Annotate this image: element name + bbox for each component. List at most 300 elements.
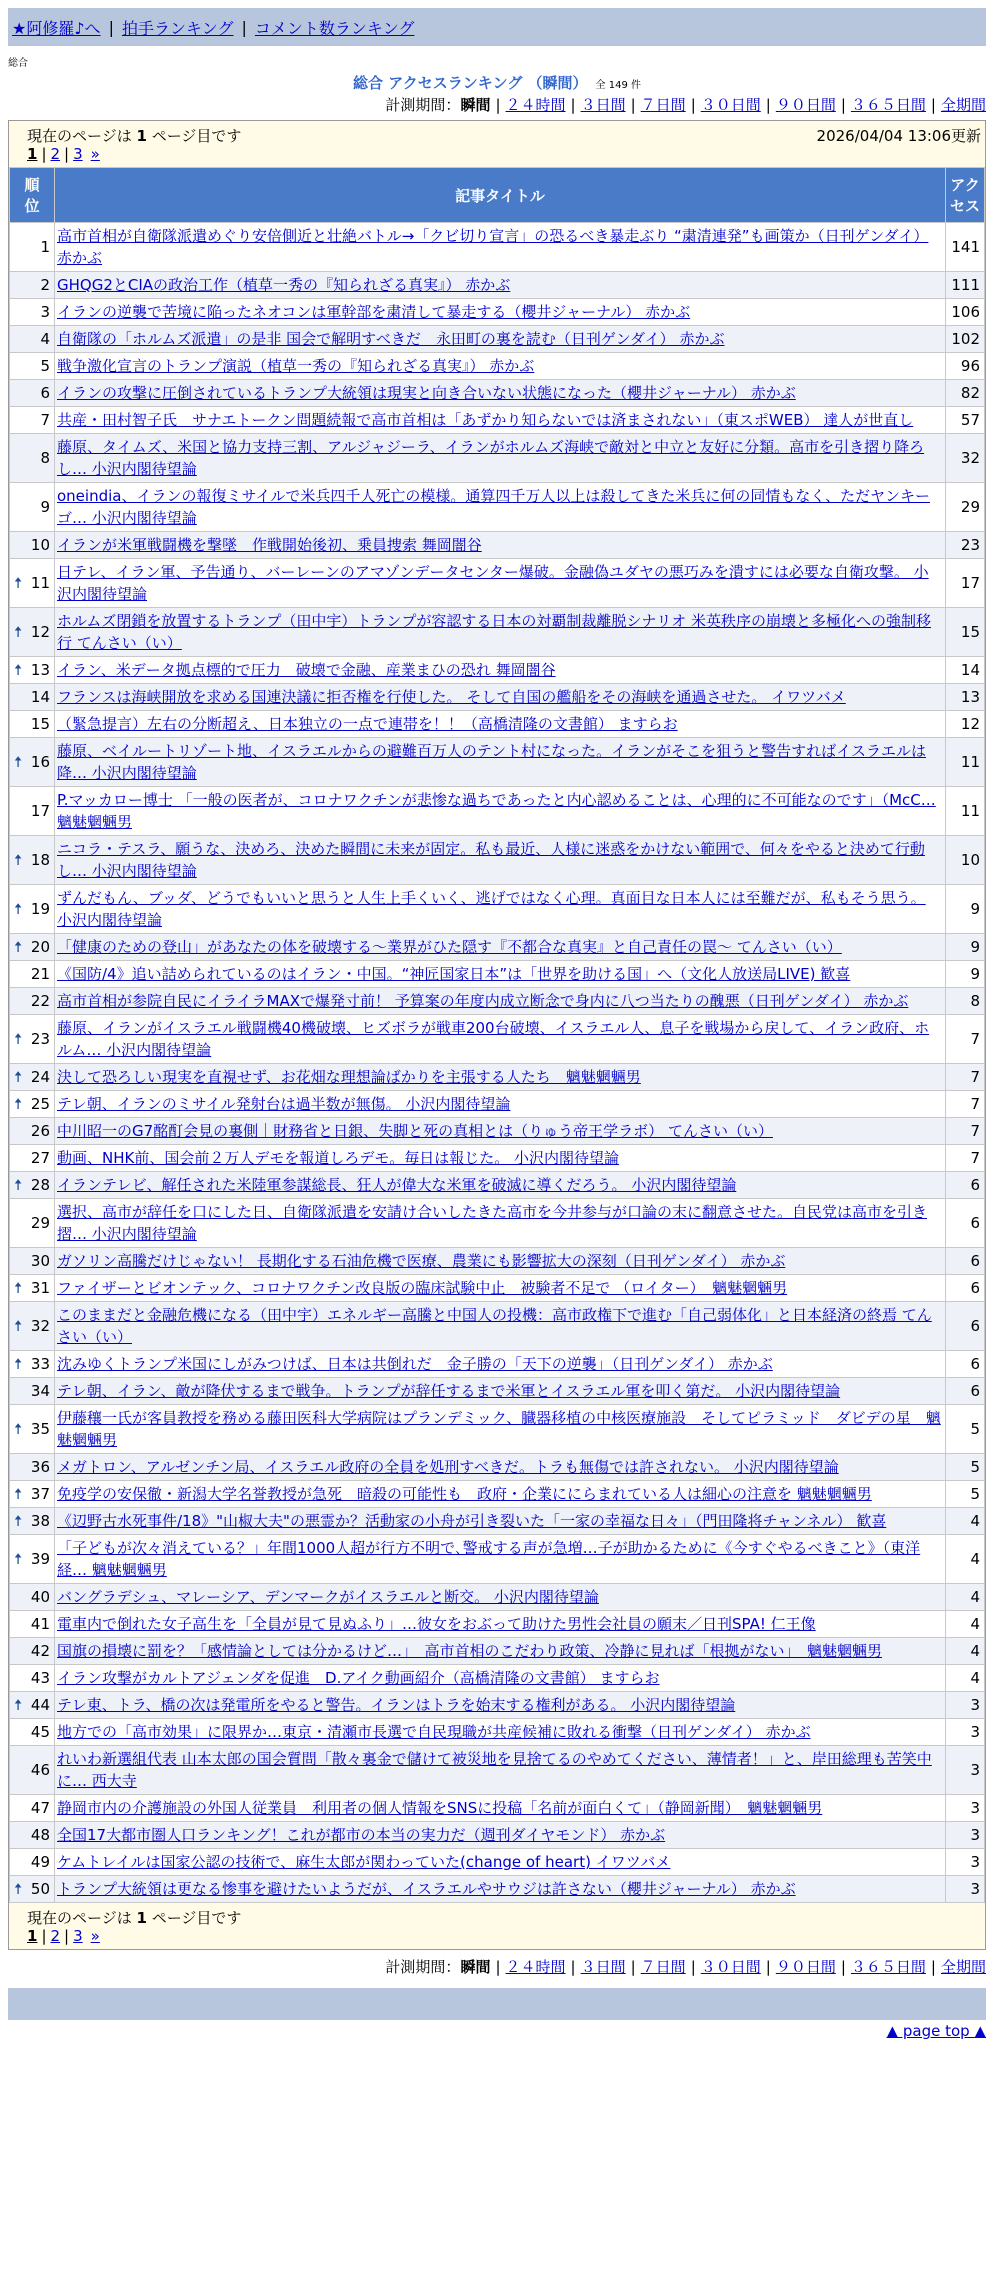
access-count: 11 [946,787,985,836]
rank-up-arrow-icon: 🠅 [14,1317,23,1335]
table-row [10,1351,985,1378]
article-link[interactable]: 決して恐ろしい現実を直視せず、お花畑な理想論ばかりを主張する人たち 魑魅魍魎男 [57,1068,641,1086]
page-next-link[interactable]: » [90,145,100,163]
access-count: 102 [946,326,985,353]
title-cell [55,1351,946,1378]
nav-link-comment-ranking[interactable]: コメント数ランキング [254,18,415,38]
table-row [10,532,985,559]
period-separator: | [765,96,771,114]
title-cell [55,272,946,299]
access-count: 7 [946,1015,985,1064]
pager-top [9,121,985,167]
table-row [10,272,985,299]
table-row [10,483,985,532]
rank-number: 31 [30,1279,50,1297]
table-row [10,1199,985,1248]
period-link-2[interactable]: ７日間 [640,1958,686,1976]
table-row [10,1746,985,1795]
period-selector-top [8,94,986,116]
rank-up-arrow-icon: 🠅 [14,851,23,869]
period-current: 瞬間 [460,1958,491,1976]
rank-number: 28 [30,1176,50,1194]
page-title-text: 総合 アクセスランキング （瞬間） [353,74,588,92]
page-link-2[interactable]: 2 [50,1927,61,1945]
title-cell [55,684,946,711]
rank-number: 32 [30,1317,50,1335]
rank-number: 14 [30,688,50,706]
page-link-3[interactable]: 3 [73,1927,83,1945]
page-current: 1 [27,1927,38,1945]
table-row [10,1405,985,1454]
rank-cell [10,1822,55,1849]
period-link-0[interactable]: ２４時間 [505,96,566,114]
period-label: 計測期間： [385,1958,461,1976]
article-link[interactable]: ガソリン高騰だけじゃない！ 長期化する石油危機で医療、農業にも影響拡大の深刻（日刊ゲンダイ） 赤かぶ [57,1252,786,1270]
table-row [10,1172,985,1199]
rank-cell [10,1481,55,1508]
rank-number: 23 [30,1030,50,1048]
table-row [10,738,985,787]
article-link[interactable]: ファイザーとビオンテック、コロナワクチン改良版の臨床試験中止 被験者不足で （ロイター） 魑魅魍魎男 [57,1279,788,1297]
access-count: 82 [946,380,985,407]
title-cell [55,407,946,434]
table-row [10,1665,985,1692]
rank-cell [10,1405,55,1454]
rank-cell [10,657,55,684]
total-count: 全 149 件 [595,80,641,91]
table-row [10,1535,985,1584]
article-link[interactable]: 中川昭一のG7酩酊会見の裏側｜財務省と日銀、失脚と死の真相とは（りゅう帝王学ラボ） てんさい（い） [57,1122,773,1140]
title-cell [55,1275,946,1302]
access-count: 3 [946,1876,985,1903]
rank-number: 9 [40,498,50,516]
table-row [10,1454,985,1481]
title-cell [55,1719,946,1746]
access-count: 5 [946,1405,985,1454]
article-link[interactable]: 静岡市内の介護施設の外国人従業員 利用者の個人情報をSNSに投稿「名前が面白くて」（静岡新聞） 魑魅魍魎男 [57,1799,823,1817]
access-count: 17 [946,559,985,608]
access-count: 6 [946,1172,985,1199]
access-count: 6 [946,1248,985,1275]
article-link[interactable]: 自衛隊の「ホルムズ派遣」の是非 国会で解明すべきだ 永田町の裏を読む（日刊ゲンダイ） 赤かぶ [57,330,725,348]
article-link[interactable]: イランが米軍戦闘機を撃墜 作戦開始後初、乗員捜索 舞岡闇谷 [57,536,482,554]
rank-cell [10,1746,55,1795]
article-link[interactable]: 藤原、ベイルートリゾート地、イスラエルからの避難百万人のテント村になった。イランがそこを狙うと警告すればイスラエルは降… 小沢内閣待望論 [57,742,926,782]
title-cell [55,1172,946,1199]
access-count: 4 [946,1638,985,1665]
article-link[interactable]: イランの攻撃に圧倒されているトランプ大統領は現実と向き合いない状態になった（櫻井ジャーナル） 赤かぶ [57,384,796,402]
rank-number: 25 [30,1095,50,1113]
rank-up-arrow-icon: 🠅 [14,1355,23,1373]
rank-cell [10,885,55,934]
rank-number: 33 [30,1355,50,1373]
table-row [10,1508,985,1535]
access-count: 12 [946,711,985,738]
article-link[interactable]: イラン、米データ拠点標的で圧力 破壊で金融、産業まひの恐れ 舞岡闇谷 [57,661,556,679]
page-link-3[interactable]: 3 [73,145,83,163]
table-row [10,1481,985,1508]
access-count: 106 [946,299,985,326]
access-count: 14 [946,657,985,684]
article-link[interactable]: 「子どもが次々消えている？」年間1000人超が行方不明で､警戒する声が急増…子が助かるために《今すぐやるべきこと》（東洋経… 魑魅魍魎男 [57,1539,921,1579]
rank-number: 47 [30,1799,50,1817]
rank-cell [10,1275,55,1302]
title-cell [55,434,946,483]
table-row [10,1145,985,1172]
page-current: 1 [27,145,38,163]
article-link[interactable]: 藤原、イランがイスラエル戦闘機40機破壊、ヒズボラが戦車200台破壊、イスラエル人、息子を戦場から戻して、イラン政府、ホルム… 小沢内閣待望論 [57,1019,930,1059]
article-link[interactable]: 高市首相が参院自民にイライラMAXで爆発寸前！ 予算案の年度内成立断念で身内に八つ当たりの醜悪（日刊ゲンダイ） 赤かぶ [57,992,909,1010]
rank-up-arrow-icon: 🠅 [14,938,23,956]
rank-up-arrow-icon: 🠅 [14,1095,23,1113]
title-cell [55,1584,946,1611]
rank-cell [10,608,55,657]
access-count: 3 [946,1746,985,1795]
rank-number: 39 [30,1550,50,1568]
article-link[interactable]: トランプ大統領は更なる惨事を避けたいようだが、イスラエルやサウジは許さない（櫻井ジャーナル） 赤かぶ [57,1880,796,1898]
title-cell [55,1692,946,1719]
title-cell [55,738,946,787]
access-count: 6 [946,1302,985,1351]
access-count: 3 [946,1719,985,1746]
rank-number: 15 [30,715,50,733]
title-cell [55,787,946,836]
article-link[interactable]: テレ朝、イラン、敵が降伏するまで戦争。トランプが辞任するまで米軍とイスラエル軍を叩く第だ。 小沢内閣待望論 [57,1382,841,1400]
period-separator: | [930,1958,936,1976]
access-count: 29 [946,483,985,532]
rank-number: 24 [30,1068,50,1086]
article-link[interactable]: ずんだもん、ブッダ、どうでもいいと思うと人生上手くいく、逃げではなく心理。真面目な日本人には至難だが、私もそう思う。 小沢内閣待望論 [57,889,926,929]
rank-number: 2 [40,276,50,294]
rank-number: 27 [30,1149,50,1167]
rank-cell [10,836,55,885]
updated-timestamp: 2026/04/04 13:06更新 [816,127,981,145]
rank-number: 44 [30,1696,50,1714]
rank-cell [10,1795,55,1822]
rank-cell [10,1378,55,1405]
article-link[interactable]: このままだと金融危機になる（田中宇）エネルギー高騰と中国人の投機：高市政権下で進む「自己弱体化」と日本経済の終焉 てんさい（い） [57,1306,932,1346]
period-link-3[interactable]: ３０日間 [700,96,761,114]
table-row [10,559,985,608]
title-cell [55,711,946,738]
rank-number: 13 [30,661,50,679]
period-link-4[interactable]: ９０日間 [775,1958,836,1976]
rank-number: 26 [30,1122,50,1140]
table-row [10,787,985,836]
access-count: 4 [946,1584,985,1611]
rank-up-arrow-icon: 🠅 [14,574,23,592]
rank-number: 34 [30,1382,50,1400]
rank-cell [10,326,55,353]
page-top-link[interactable]: ▲ page top ▲ [886,2022,986,2040]
article-link[interactable]: （緊急提言）左右の分断超え、日本独立の一点で連帯を！！（高橋清隆の文書館） ますらお [57,715,678,733]
rank-number: 30 [30,1252,50,1270]
access-count: 3 [946,1849,985,1876]
period-link-2[interactable]: ７日間 [640,96,686,114]
rank-number: 50 [30,1880,50,1898]
table-row [10,1611,985,1638]
rank-number: 3 [40,303,50,321]
page-link-2[interactable]: 2 [50,145,61,163]
rank-up-arrow-icon: 🠅 [14,1068,23,1086]
page-next-link[interactable]: » [90,1927,100,1945]
article-link[interactable]: oneindia、イランの報復ミサイルで米兵四千人死亡の模様。通算四千万人以上は殺してきた米兵に何の同情もなく、ただヤンキーゴ… 小沢内閣待望論 [57,487,930,527]
title-cell [55,1091,946,1118]
pager-bottom [9,1903,985,1949]
table-row [10,299,985,326]
rank-cell [10,407,55,434]
title-cell [55,1638,946,1665]
table-row [10,380,985,407]
access-count: 57 [946,407,985,434]
article-link[interactable]: テレ東、トラ、橋の次は発電所をやると警告。イランはトラを始末する権利がある。 小沢内閣待望論 [57,1696,736,1714]
rank-up-arrow-icon: 🠅 [14,1550,23,1568]
rank-up-arrow-icon: 🠅 [14,1696,23,1714]
article-link[interactable]: ニコラ・テスラ、願うな、決めろ、決めた瞬間に未来が固定。私も最近、人様に迷惑をかけない範囲で、何々をやると決めて行動し… 小沢内閣待望論 [57,840,925,880]
title-cell [55,1248,946,1275]
title-cell [55,1145,946,1172]
title-cell [55,559,946,608]
rank-cell [10,684,55,711]
rank-up-arrow-icon: 🠅 [14,1030,23,1048]
title-cell [55,223,946,272]
rank-cell [10,1118,55,1145]
nav-link-clap-ranking[interactable]: 拍手ランキング [121,18,234,38]
article-link[interactable]: 免疫学の安保徹・新潟大学名誉教授が急死 暗殺の可能性も 政府・企業ににらまれている人は細心の注意を 魑魅魍魎男 [57,1485,872,1503]
rank-cell [10,1665,55,1692]
rank-number: 10 [30,536,50,554]
article-link[interactable]: れいわ新選組代表 山本太郎の国会質問「散々裏金で儲けて被災地を見捨てるのやめてください、薄情者！」と、岸田総理も苦笑中に… 西大寺 [57,1750,932,1790]
article-link[interactable]: 《国防/4》追い詰められているのはイラン・中国。“神匠国家日本”は「世界を助ける国」へ（文化人放送局LIVE) 歓喜 [57,965,851,983]
rank-up-arrow-icon: 🠅 [14,1279,23,1297]
table-row [10,1015,985,1064]
table-row [10,353,985,380]
rank-number: 16 [30,753,50,771]
rank-number: 38 [30,1512,50,1530]
rank-cell [10,559,55,608]
article-link[interactable]: イランテレビ、解任された米陸軍参謀総長、狂人が偉大な米軍を破滅に導くだろう。 小沢内閣待望論 [57,1176,737,1194]
access-count: 3 [946,1822,985,1849]
article-link[interactable]: イラン攻撃がカルトアジェンダを促進 D.アイク動画紹介（高橋清隆の文書館） ますらお [57,1669,660,1687]
article-link[interactable]: 日テレ、イラン軍、予告通り、バーレーンのアマゾンデータセンター爆破。金融偽ユダヤの悪巧みを潰すには必要な自衛攻撃。 小沢内閣待望論 [57,563,929,603]
access-count: 4 [946,1665,985,1692]
nav-separator: | [241,17,247,37]
rank-cell [10,1508,55,1535]
article-link[interactable]: 戦争激化宣言のトランプ演説（植草一秀の『知られざる真実』） 赤かぶ [57,357,535,375]
table-row [10,1118,985,1145]
access-count: 7 [946,1091,985,1118]
access-count: 9 [946,934,985,961]
title-cell [55,1454,946,1481]
access-count: 11 [946,738,985,787]
article-link[interactable]: 藤原、タイムズ、米国と協力支持三割、アルジャジーラ、イランがホルムズ海峡で敵対と中立と友好に分類。高市を引き摺り降ろし… 小沢内閣待望論 [57,438,925,478]
article-link[interactable]: バングラデシュ、マレーシア、デンマークがイスラエルと断交。 小沢内閣待望論 [57,1588,599,1606]
rank-cell [10,1302,55,1351]
rank-cell [10,483,55,532]
page-separator: | [41,1927,47,1945]
rank-cell [10,353,55,380]
rank-cell [10,1611,55,1638]
article-link[interactable]: テレ朝、イランのミサイル発射台は過半数が無傷。 小沢内閣待望論 [57,1095,511,1113]
access-count: 141 [946,223,985,272]
access-count: 4 [946,1508,985,1535]
table-row [10,1302,985,1351]
article-link[interactable]: 沈みゆくトランプ米国にしがみつけば、日本は共倒れだ 金子勝の「天下の逆襲」（日刊ゲンダイ） 赤かぶ [57,1355,773,1373]
article-link[interactable]: 国旗の損壊に罰を？「感情論としては分かるけど…」 高市首相のこだわり政策、冷静に見れば「根拠がない」 魑魅魍魎男 [57,1642,883,1660]
table-row [10,1275,985,1302]
period-link-6[interactable]: 全期間 [940,96,986,114]
period-link-5[interactable]: ３６５日間 [850,96,926,114]
access-count: 6 [946,1351,985,1378]
title-cell [55,1535,946,1584]
rank-cell [10,1064,55,1091]
title-cell [55,1665,946,1692]
article-link[interactable]: フランスは海峡開放を求める国連決議に拒否権を行使した。 そして自国の艦船をその海峡を通過させた。 イワツバメ [57,688,846,706]
rank-cell [10,1091,55,1118]
article-link[interactable]: 動画、NHK前、国会前２万人デモを報道しろデモ。毎日は報じた。 小沢内閣待望論 [57,1149,619,1167]
article-link[interactable]: 電車内で倒れた女子高生を「全員が見て見ぬふり」…彼女をおぶって助けた男性会社員の願末／日刊SPA! 仁王像 [57,1615,816,1633]
rank-cell [10,223,55,272]
rank-number: 49 [30,1853,50,1871]
rank-up-arrow-icon: 🠅 [14,623,23,641]
article-link[interactable]: ケムトレイルは国家公認の技術で、麻生太郎が関わっていた(change of heart) イワツバメ [57,1853,671,1871]
table-row [10,326,985,353]
title-cell [55,326,946,353]
rank-number: 4 [40,330,50,348]
rank-cell [10,1849,55,1876]
nav-link-asyura[interactable]: ★阿修羅♪へ [12,18,101,38]
table-row [10,1638,985,1665]
access-count: 15 [946,608,985,657]
period-separator: | [690,1958,696,1976]
rank-number: 42 [30,1642,50,1660]
title-cell [55,1746,946,1795]
access-count: 5 [946,1481,985,1508]
period-link-3[interactable]: ３０日間 [700,1958,761,1976]
header-rank: 順 位 [10,168,55,223]
period-separator: | [690,96,696,114]
table-row [10,1378,985,1405]
rank-cell [10,1015,55,1064]
rank-up-arrow-icon: 🠅 [14,1485,23,1503]
table-row [10,1584,985,1611]
period-link-6[interactable]: 全期間 [940,1958,986,1976]
table-row [10,1822,985,1849]
table-row [10,961,985,988]
page-separator: | [64,1927,70,1945]
title-cell [55,1405,946,1454]
access-count: 6 [946,1378,985,1405]
top-nav-bar [8,8,986,46]
rank-cell [10,988,55,1015]
rank-number: 12 [30,623,50,641]
title-cell [55,934,946,961]
rank-number: 29 [30,1214,50,1232]
access-count: 3 [946,1692,985,1719]
title-cell [55,1822,946,1849]
title-cell [55,1199,946,1248]
rank-cell [10,299,55,326]
period-link-0[interactable]: ２４時間 [505,1958,566,1976]
article-link[interactable]: 伊藤穰一氏が客員教授を務める藤田医科大学病院はプランデミック、臓器移植の中核医療施設 そしてピラミッド ダビデの星 魑魅魍魎男 [57,1409,941,1449]
period-link-4[interactable]: ９０日間 [775,96,836,114]
rank-number: 40 [30,1588,50,1606]
rank-up-arrow-icon: 🠅 [14,1880,23,1898]
article-link[interactable]: 「健康のための登山」があなたの体を破壊する～業界がひた隠す『不都合な真実』と自己責任の罠～ てんさい（い） [57,938,842,956]
article-link[interactable]: イランの逆襲で苦境に陥ったネオコンは軍幹部を粛清して暴走する（櫻井ジャーナル） 赤かぶ [57,303,691,321]
title-cell [55,380,946,407]
rank-cell [10,1145,55,1172]
title-cell [55,1064,946,1091]
period-separator: | [495,1958,501,1976]
article-link[interactable]: 地方での「高市効果」に限界か…東京・清瀬市長選で自民現職が共産候補に敗れる衝撃（日刊ゲンダイ） 赤かぶ [57,1723,811,1741]
rank-up-arrow-icon: 🠅 [14,1512,23,1530]
article-link[interactable]: 高市首相が自衛隊派遣めぐり安倍側近と壮絶バトル→「クビ切り宣言」の恐るべき暴走ぶり “粛清連発”も画策か（日刊ゲンダイ） 赤かぶ [57,227,929,267]
page-separator: | [64,145,70,163]
article-link[interactable]: 選択、高市が辞任を口にした日、自衛隊派遣を安請け合いしたきた高市を今井参与が口論の末に翻意させた。自民党は高市を引き摺… 小沢内閣待望論 [57,1203,928,1243]
article-link[interactable]: 《辺野古水死事件/18》"山椒大夫"の悪霊か？活動家の小舟が引き裂いた「一家の幸福な日々」（門田隆将チャンネル） 歓喜 [57,1512,887,1530]
table-row [10,1849,985,1876]
article-link[interactable]: 全国17大都市圏人口ランキング！これが都市の本当の実力だ（週刊ダイヤモンド） 赤かぶ [57,1826,666,1844]
ranking-container [8,120,986,1950]
rank-cell [10,434,55,483]
table-row [10,836,985,885]
table-row [10,407,985,434]
rank-cell [10,1351,55,1378]
rank-up-arrow-icon: 🠅 [14,1176,23,1194]
period-link-5[interactable]: ３６５日間 [850,1958,926,1976]
title-cell [55,961,946,988]
rank-cell [10,1638,55,1665]
table-row [10,657,985,684]
access-count: 32 [946,434,985,483]
title-cell [55,1118,946,1145]
rank-up-arrow-icon: 🠅 [14,753,23,771]
table-row [10,885,985,934]
title-cell [55,1015,946,1064]
period-link-1[interactable]: ３日間 [580,96,626,114]
page-info: 現在のページは 1 ページ目です [27,127,242,145]
rank-up-arrow-icon: 🠅 [14,1420,23,1438]
table-row [10,711,985,738]
title-cell [55,532,946,559]
access-count: 4 [946,1535,985,1584]
rank-number: 20 [30,938,50,956]
access-count: 9 [946,961,985,988]
article-link[interactable]: P.マッカロー博士 「一般の医者が、コロナワクチンが悲惨な過ちであったと内心認めることは、心理的に不可能なのです」（McC… 魑魅魍魎男 [57,791,936,831]
article-link[interactable]: 共産・田村智子氏 サナエトークン問題続報で高市首相は「あずかり知らないでは済まされない」（東スポWEB） 達人が世直し [57,411,914,429]
title-cell [55,885,946,934]
rank-cell [10,961,55,988]
table-row [10,223,985,272]
period-separator: | [840,96,846,114]
page-numbers [27,145,100,163]
access-count: 5 [946,1454,985,1481]
rank-number: 18 [30,851,50,869]
rank-number: 22 [30,992,50,1010]
title-cell [55,483,946,532]
table-row [10,1692,985,1719]
rank-number: 7 [40,411,50,429]
period-separator: | [570,96,576,114]
article-link[interactable]: ホルムズ閉鎖を放置するトランプ（田中宇）トランプが容認する日本の対覇制裁離脱シナリオ 米英秩序の崩壊と多極化への強制移行 てんさい（い） [57,612,932,652]
article-link[interactable]: GHQG2とCIAの政治工作（植草一秀の『知られざる真実』） 赤かぶ [57,276,511,294]
article-link[interactable]: メガトロン、アルゼンチン局、イスラエル政府の全員を処刑すべきだ。トラも無傷では許されない。 小沢内閣待望論 [57,1458,839,1476]
period-link-1[interactable]: ３日間 [580,1958,626,1976]
rank-number: 19 [30,900,50,918]
rank-cell [10,532,55,559]
page-top-row [8,2022,986,2040]
